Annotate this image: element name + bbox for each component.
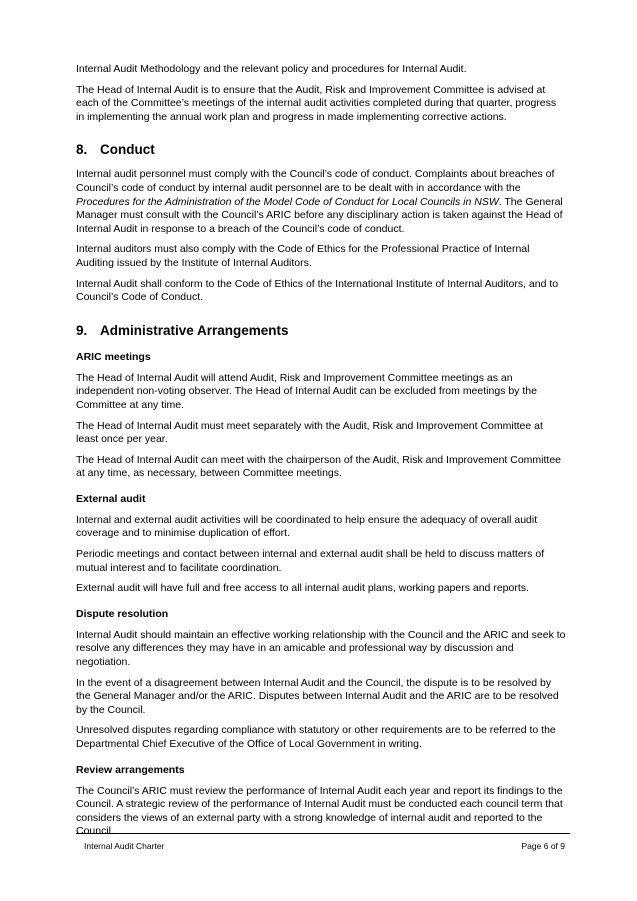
review-paragraph-1: The Council’s ARIC must review the performance of Internal Audit each year and report its findings to the Council. A strategic review of the performance of Internal Audit must be conducted each council term that considers the views of an external party with a strong knowledge of internal audit and reported to the Council. bbox=[76, 784, 563, 838]
section-9-heading bbox=[76, 323, 566, 339]
page-content bbox=[76, 63, 566, 846]
conduct-paragraph-1-text-a: Internal audit personnel must comply with the Council’s code of conduct. Complaints about breaches of Council’s code of conduct by internal audit personnel are to be dealt with in accordance with the bbox=[76, 168, 555, 194]
aric-meetings-heading: ARIC meetings bbox=[76, 350, 151, 363]
intro-paragraph-2: The Head of Internal Audit is to ensure that the Audit, Risk and Improvement Committee is advised at each of the Committee’s meetings of the internal audit activities completed during that quarter, progress in implementing the annual work plan and progress in made implementing corrective actions. bbox=[76, 83, 557, 123]
conduct-paragraph-3: Internal Audit shall conform to the Code of Ethics of the International Institute of Internal Auditors, and to Council’s Code of Conduct. bbox=[76, 277, 559, 304]
external-audit-heading: External audit bbox=[76, 492, 146, 505]
conduct-paragraph-1-text-b: . The General Manager must consult with the Council’s ARIC before any disciplinary action is taken against the Head of Internal Audit in response to a breach of the Council’s code of conduct. bbox=[76, 195, 563, 235]
footer-page-number: Page 6 of 9 bbox=[521, 841, 565, 851]
external-paragraph-3: External audit will have full and free access to all internal audit plans, working papers and reports. bbox=[76, 582, 529, 595]
section-8-number: 8. bbox=[76, 142, 88, 158]
dispute-paragraph-3: Unresolved disputes regarding compliance with statutory or other requirements are to be referred to the Departmental Chief Executive of the Office of Local Government in writing. bbox=[76, 724, 556, 750]
footer-document-title: Internal Audit Charter bbox=[84, 841, 165, 851]
external-paragraph-2: Periodic meetings and contact between internal and external audit shall be held to discuss matters of mutual interest and to facilitate coordination. bbox=[76, 548, 545, 574]
section-9-number: 9. bbox=[76, 322, 88, 338]
review-arrangements-heading: Review arrangements bbox=[76, 763, 185, 776]
intro-paragraph-1: Internal Audit Methodology and the relevant policy and procedures for Internal Audit. bbox=[76, 63, 467, 75]
conduct-paragraph-1 bbox=[76, 168, 566, 236]
dispute-resolution-heading: Dispute resolution bbox=[76, 607, 169, 620]
conduct-procedures-title: Procedures for the Administration of the Model Code of Conduct for Local Councils in NSW bbox=[76, 195, 499, 208]
aric-paragraph-3: The Head of Internal Audit can meet with the chairperson of the Audit, Risk and Improvement Committee at any time, as necessary, between Committee meetings. bbox=[76, 453, 561, 480]
aric-paragraph-2: The Head of Internal Audit must meet separately with the Audit, Risk and Improvement Committee at least once per year. bbox=[76, 419, 543, 446]
section-8-heading bbox=[76, 142, 566, 158]
dispute-paragraph-1: Internal Audit should maintain an effective working relationship with the Council and the ARIC and seek to resolve any differences they may have in an amicable and professional way by discussion and negotiation. bbox=[76, 628, 566, 669]
aric-paragraph-1: The Head of Internal Audit will attend Audit, Risk and Improvement Committee meetings as an independent non-voting observer. The Head of Internal Audit can be excluded from meetings by the Committee at any time. bbox=[76, 371, 537, 411]
section-8-title: Conduct bbox=[100, 142, 155, 158]
conduct-paragraph-2: Internal auditors must also comply with the Code of Ethics for the Professional Practice of Internal Auditing issued by the Institute of Internal Auditors. bbox=[76, 243, 530, 269]
section-9-title: Administrative Arrangements bbox=[100, 322, 289, 338]
external-paragraph-1: Internal and external audit activities will be coordinated to help ensure the adequacy of overall audit coverage and to minimise duplication of effort. bbox=[76, 513, 538, 540]
dispute-paragraph-2: In the event of a disagreement between Internal Audit and the Council, the dispute is to be resolved by the General Manager and/or the ARIC. Disputes between Internal Audit and the ARIC are to be resolved by the Council. bbox=[76, 676, 559, 716]
footer-divider bbox=[76, 833, 570, 834]
